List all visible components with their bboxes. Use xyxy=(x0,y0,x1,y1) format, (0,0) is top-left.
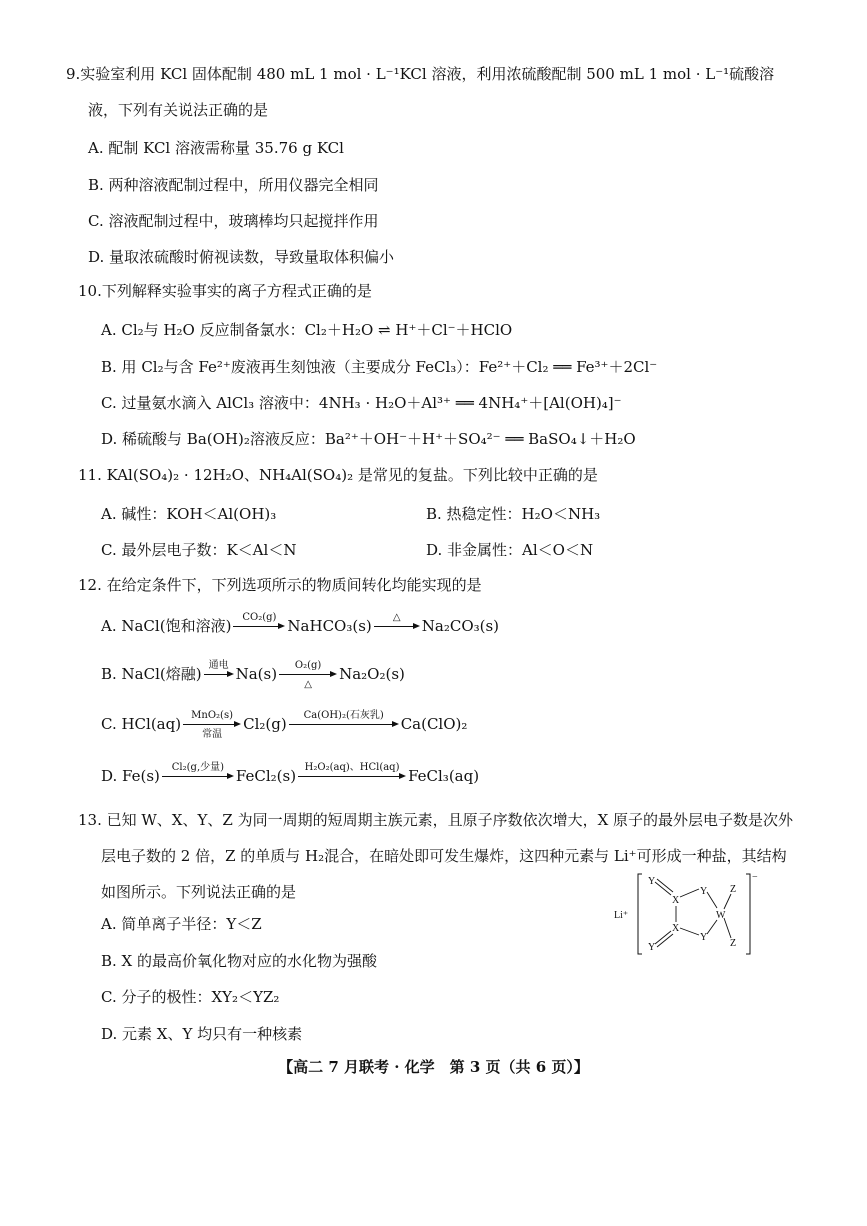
atom-w: W xyxy=(716,910,726,921)
q12-a-reactant: A. NaCl(饱和溶液) xyxy=(101,617,232,635)
q12-d-reactant: D. Fe(s) xyxy=(101,767,160,785)
reaction-arrow xyxy=(233,612,285,642)
q11-option-a: A. 碱性：KOH＜Al(OH)₃ xyxy=(101,505,277,523)
q12-b-reactant: B. NaCl(熔融) xyxy=(101,665,202,683)
q9-option-a: A. 配制 KCl 溶液需称量 35.76 g KCl xyxy=(88,139,344,157)
reaction-arrow xyxy=(279,660,337,690)
arrow-condition xyxy=(233,631,285,642)
arrow-condition xyxy=(374,631,420,642)
atom-y-top: Y xyxy=(648,876,656,887)
q12-option-d xyxy=(101,762,479,792)
q13-stem-line2: 层电子数的 2 倍，Z 的单质与 H₂混合，在暗处即可发生爆炸，这四种元素与 Li⁺可形成一种盐，其结构 xyxy=(101,847,787,865)
reaction-arrow xyxy=(289,710,399,740)
atom-y-right-top: Y xyxy=(700,886,708,897)
arrow-condition: O₂(g) xyxy=(294,660,322,671)
reaction-arrow xyxy=(183,710,241,740)
q12-b-intermediate: Na(s) xyxy=(235,665,278,683)
q9-stem-line2: 液，下列有关说法正确的是 xyxy=(88,101,269,119)
q12-c-intermediate: Cl₂(g) xyxy=(243,715,287,733)
atom-z-top: Z xyxy=(730,884,737,895)
salt-structure-diagram xyxy=(612,870,772,960)
q12-option-a xyxy=(101,612,499,642)
q10-option-c: C. 过量氨水滴入 AlCl₃ 溶液中：4NH₃ · H₂O＋Al³⁺ ══ 4NH₄⁺＋[Al(OH)₄]⁻ xyxy=(101,394,622,412)
arrow-condition: CO₂(g) xyxy=(242,612,277,623)
atom-y-bottom: Y xyxy=(648,942,656,953)
q13-option-d: D. 元素 X、Y 均只有一种核素 xyxy=(101,1025,303,1043)
q10-option-a: A. Cl₂与 H₂O 反应制备氯水：Cl₂＋H₂O ⇌ H⁺＋Cl⁻＋HClO xyxy=(101,321,513,339)
q11-option-c: C. 最外层电子数：K＜Al＜N xyxy=(101,541,297,559)
anion-charge-label: − xyxy=(752,872,758,883)
q11-option-d: D. 非金属性：Al＜O＜N xyxy=(426,541,594,559)
arrow-condition: 通电 xyxy=(208,660,229,671)
q12-a-product: Na₂CO₃(s) xyxy=(421,617,500,635)
q13-stem-line3: 如图所示。下列说法正确的是 xyxy=(101,883,297,901)
arrow-condition xyxy=(289,729,399,740)
q12-c-reactant: C. HCl(aq) xyxy=(101,715,182,733)
arrow-condition: △ xyxy=(304,679,312,690)
q11-option-b: B. 热稳定性：H₂O＜NH₃ xyxy=(426,505,601,523)
arrow-condition xyxy=(204,679,234,690)
q9-stem-line1: 9.实验室利用 KCl 固体配制 480 mL 1 mol · L⁻¹KCl 溶液，利用浓硫酸配制 500 mL 1 mol · L⁻¹硫酸溶 xyxy=(66,65,775,83)
q12-option-b xyxy=(101,660,405,690)
q10-stem: 10.下列解释实验事实的离子方程式正确的是 xyxy=(78,282,372,300)
arrow-condition: 常温 xyxy=(202,729,223,740)
q9-option-d: D. 量取浓硫酸时俯视读数，导致量取体积偏小 xyxy=(88,248,395,266)
q12-option-c xyxy=(101,710,467,740)
right-bracket xyxy=(746,874,750,954)
reaction-arrow xyxy=(374,612,420,642)
left-bracket xyxy=(638,874,642,954)
lithium-cation-label: Li⁺ xyxy=(614,910,629,921)
q11-stem: 11. KAl(SO₄)₂ · 12H₂O、NH₄Al(SO₄)₂ 是常见的复盐。下列比较中正确的是 xyxy=(78,466,598,484)
q12-b-product: Na₂O₂(s) xyxy=(339,665,405,683)
arrow-condition: Ca(OH)₂(石灰乳) xyxy=(303,710,384,721)
atom-z-bottom: Z xyxy=(730,938,737,949)
q12-stem: 12. 在给定条件下，下列选项所示的物质间转化均能实现的是 xyxy=(78,576,482,594)
q12-d-intermediate: FeCl₂(s) xyxy=(235,767,297,785)
atom-y-right-bottom: Y xyxy=(700,932,708,943)
arrow-condition: △ xyxy=(392,612,401,623)
atom-x-top: X xyxy=(672,895,680,906)
reaction-arrow xyxy=(298,762,406,792)
arrow-condition xyxy=(162,781,234,792)
q9-option-b: B. 两种溶液配制过程中，所用仪器完全相同 xyxy=(88,176,379,194)
q9-option-c: C. 溶液配制过程中，玻璃棒均只起搅拌作用 xyxy=(88,212,379,230)
arrow-condition: MnO₂(s) xyxy=(191,710,233,721)
q13-stem-line1: 13. 已知 W、X、Y、Z 为同一周期的短周期主族元素，且原子序数依次增大，X 原子的最外层电子数是次外 xyxy=(78,811,794,829)
q13-option-b: B. X 的最高价氧化物对应的水化物为强酸 xyxy=(101,952,378,970)
q12-c-product: Ca(ClO)₂ xyxy=(400,715,468,733)
reaction-arrow xyxy=(204,660,234,690)
arrow-condition: H₂O₂(aq)、HCl(aq) xyxy=(304,762,400,773)
q13-option-c: C. 分子的极性：XY₂＜YZ₂ xyxy=(101,988,280,1006)
q12-a-intermediate: NaHCO₃(s) xyxy=(287,617,372,635)
arrow-condition: Cl₂(g,少量) xyxy=(171,762,225,773)
q10-option-d: D. 稀硫酸与 Ba(OH)₂溶液反应：Ba²⁺＋OH⁻＋H⁺＋SO₄²⁻ ══ BaSO₄↓＋H₂O xyxy=(101,430,636,448)
q10-option-b: B. 用 Cl₂与含 Fe²⁺废液再生刻蚀液（主要成分 FeCl₃）：Fe²⁺＋Cl₂ ══ Fe³⁺＋2Cl⁻ xyxy=(101,358,658,376)
q13-option-a: A. 简单离子半径：Y＜Z xyxy=(101,915,262,933)
page-footer: 【高二 7 月联考 · 化学 第 3 页（共 6 页）】 xyxy=(278,1058,589,1076)
arrow-condition xyxy=(298,781,406,792)
q12-d-product: FeCl₃(aq) xyxy=(408,767,480,785)
reaction-arrow xyxy=(162,762,234,792)
atom-x-bottom: X xyxy=(672,923,680,934)
